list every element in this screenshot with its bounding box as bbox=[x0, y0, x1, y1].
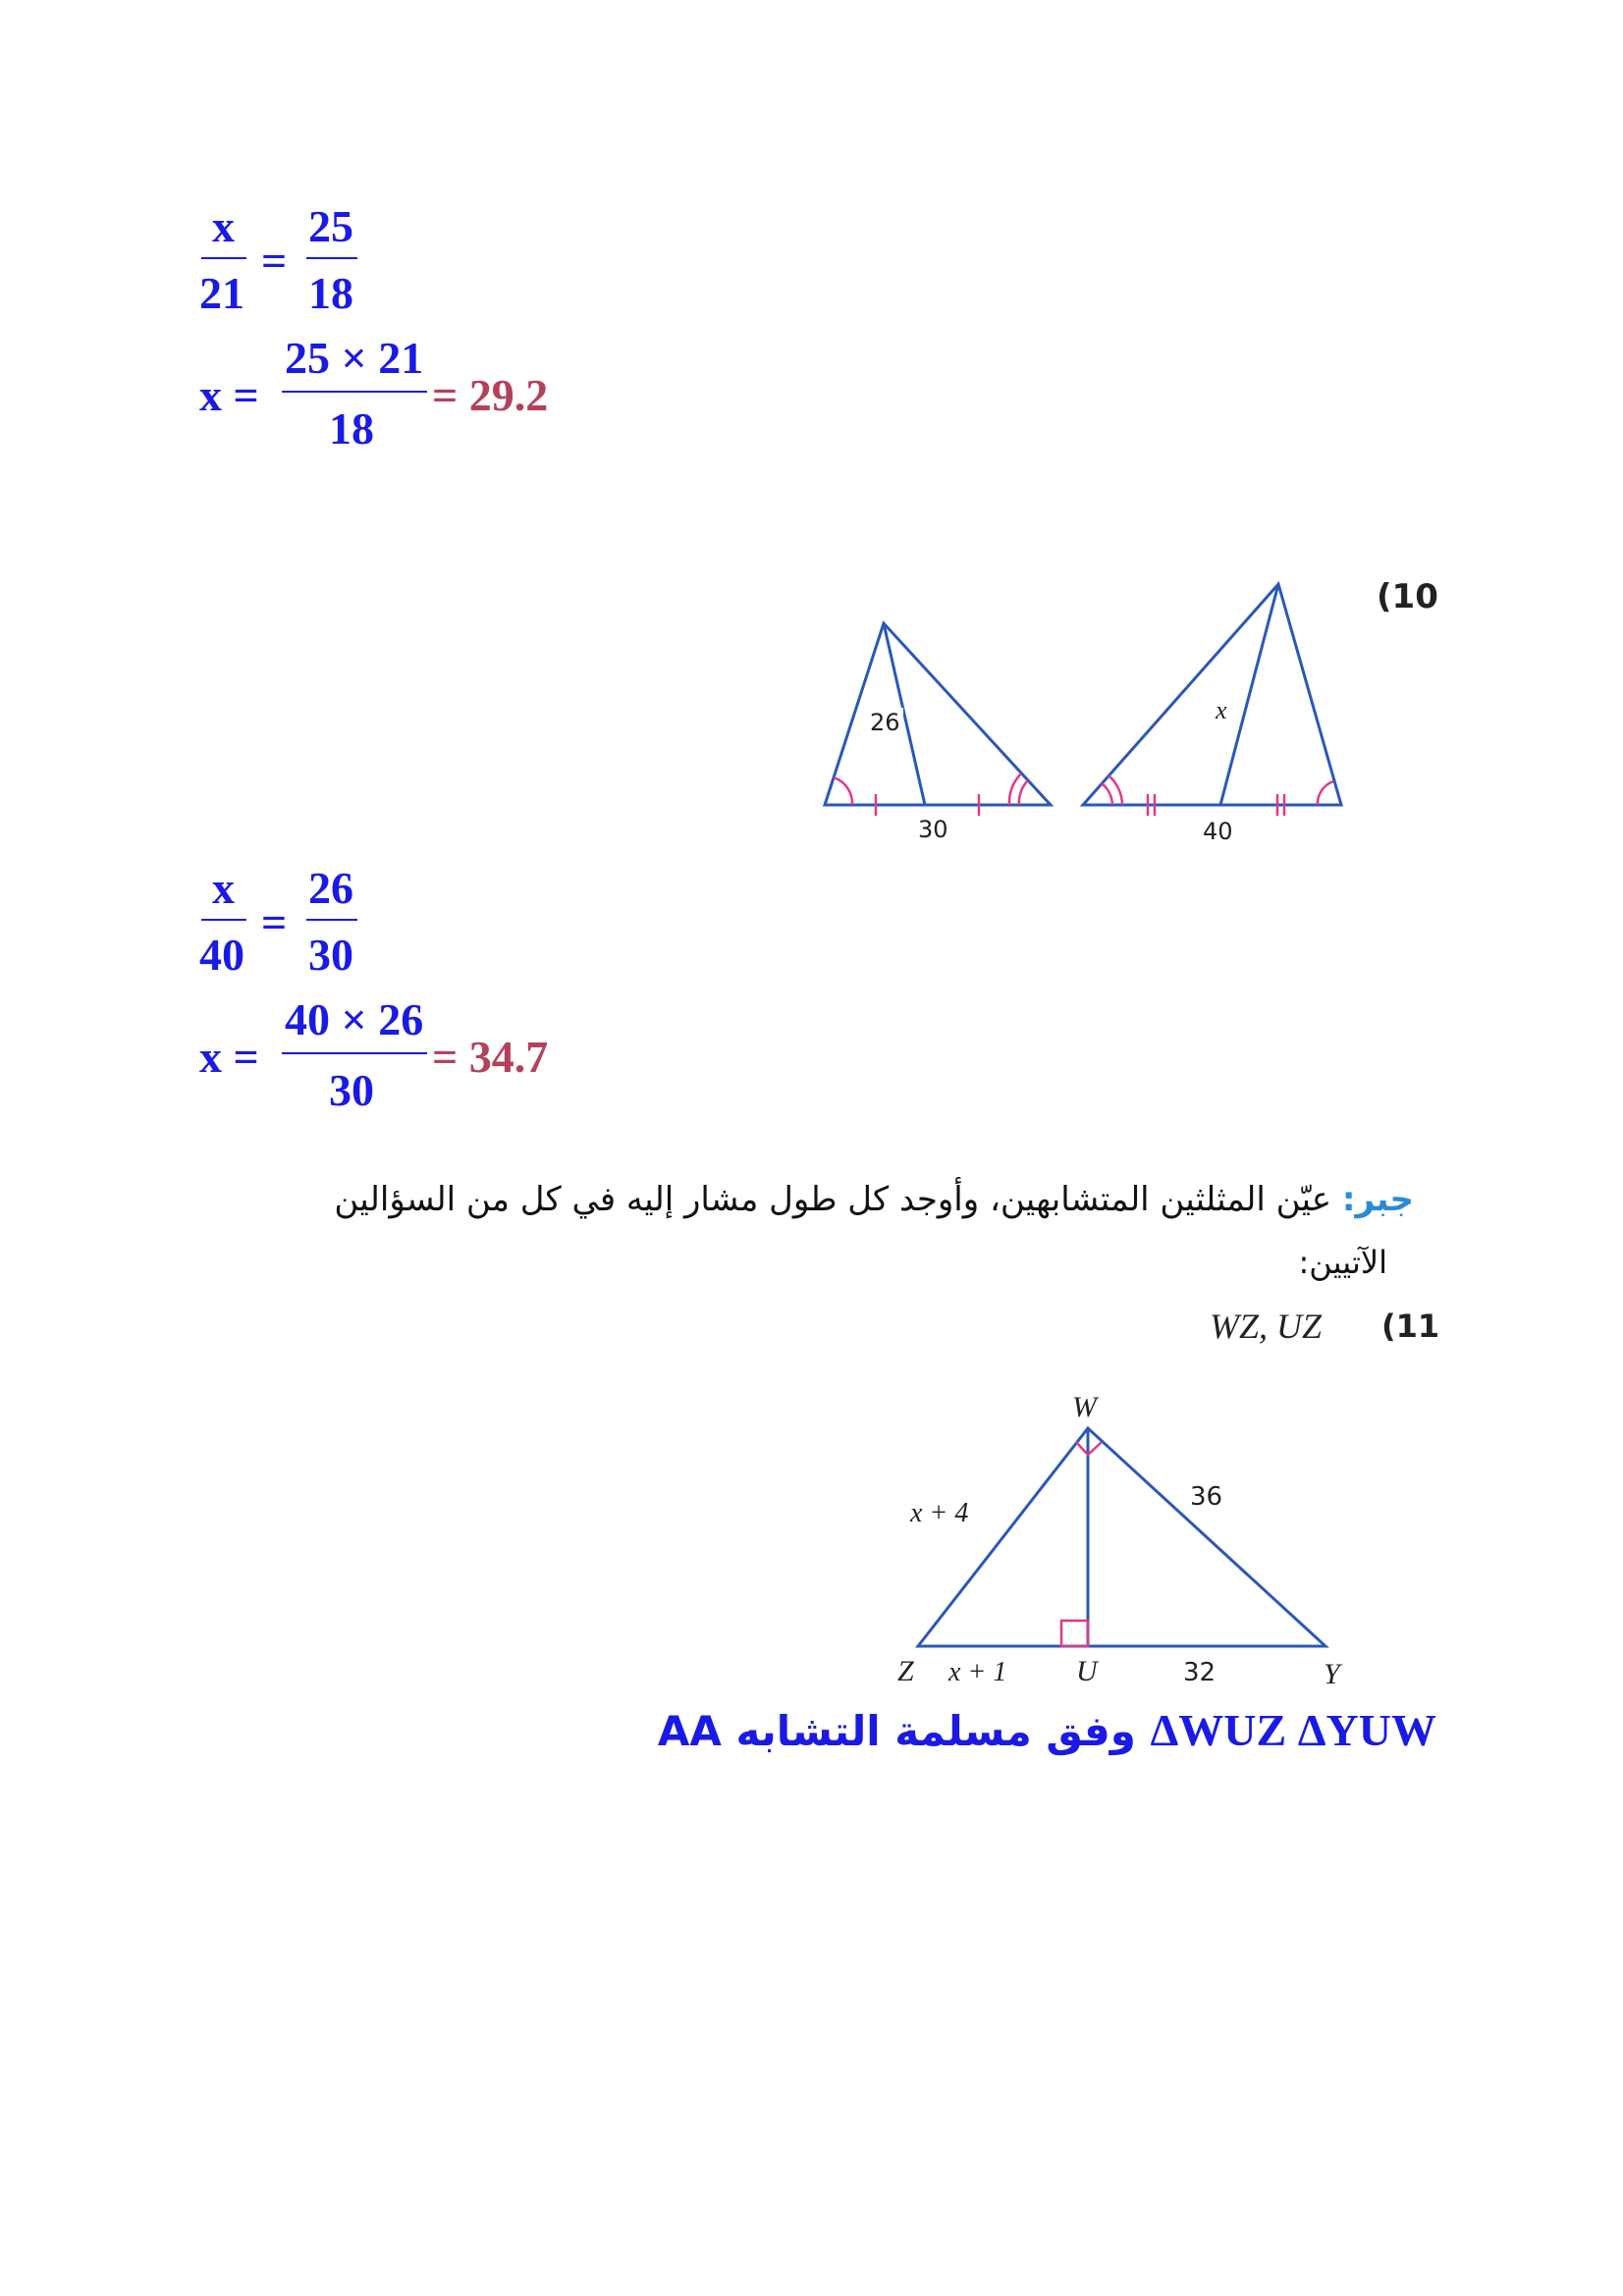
problem-11-number: (11 bbox=[1381, 1308, 1440, 1345]
problem-11-diagram bbox=[884, 1379, 1375, 1713]
small-angle-mark-right-1 bbox=[1019, 780, 1028, 805]
eq1-solution-denominator: 18 bbox=[329, 403, 374, 454]
eq1-frac-denominator: 21 bbox=[199, 268, 244, 318]
vertex-z-label: Z bbox=[897, 1655, 914, 1687]
answer-similarity: ΔWUZ ΔYUW bbox=[1150, 1705, 1436, 1755]
eq1-solution-numerator: 25 × 21 bbox=[285, 333, 424, 383]
eq2-solution-bar bbox=[282, 1052, 427, 1054]
eq2-result: = 34.7 bbox=[432, 1032, 549, 1082]
large-angle-mark-right bbox=[1318, 781, 1333, 805]
vertex-y-label: Y bbox=[1324, 1658, 1340, 1690]
eq1-rhs-denominator: 18 bbox=[308, 268, 353, 318]
eq2-frac-denominator: 40 bbox=[199, 930, 244, 980]
eq2-solution-denominator: 30 bbox=[329, 1065, 374, 1115]
side-zu-label: x + 1 bbox=[948, 1657, 1007, 1687]
eq1-rhs-numerator: 25 bbox=[308, 201, 353, 251]
answer-postulate: وفق مسلمة التشابه AA bbox=[657, 1707, 1136, 1755]
side-wy-label: 36 bbox=[1190, 1482, 1223, 1512]
instruction-block bbox=[196, 1168, 1414, 1231]
eq1-fraction-bar bbox=[201, 257, 246, 259]
problem-10-diagram bbox=[805, 574, 1355, 859]
instruction-text-line2: الآتيين: bbox=[1298, 1244, 1387, 1281]
eq1-frac-numerator: x bbox=[212, 201, 235, 251]
large-median-label: x bbox=[1216, 696, 1227, 724]
eq2-frac-numerator: x bbox=[212, 863, 235, 913]
eq2-rhs-denominator: 30 bbox=[308, 930, 353, 980]
vertex-w-label: W bbox=[1072, 1391, 1097, 1423]
large-triangle-outline bbox=[1083, 584, 1341, 805]
eq1-rhs-bar bbox=[306, 257, 357, 259]
instruction-label: جبر: bbox=[1341, 1180, 1414, 1219]
small-angle-mark-left bbox=[834, 777, 852, 805]
triangle-wzy-outline bbox=[918, 1428, 1325, 1646]
side-uy-label: 32 bbox=[1183, 1658, 1217, 1687]
small-triangle bbox=[825, 623, 1051, 843]
problem-10-number: (10 bbox=[1377, 577, 1438, 616]
eq1-x-label: x = bbox=[199, 370, 259, 420]
eq2-fraction-bar bbox=[201, 919, 246, 921]
large-triangle bbox=[1083, 584, 1341, 845]
large-angle-mark-left-1 bbox=[1102, 783, 1112, 805]
eq2-rhs-bar bbox=[306, 919, 357, 921]
vertex-u-label: U bbox=[1076, 1655, 1098, 1687]
side-wz-label: x + 4 bbox=[910, 1498, 969, 1528]
instruction-text: عيّن المثلثين المتشابهين، وأوجد كل طول مشار إليه في كل من السؤالين bbox=[334, 1180, 1332, 1219]
eq2-rhs-numerator: 26 bbox=[308, 863, 353, 913]
small-base-label: 30 bbox=[918, 816, 948, 843]
eq1-equals: = bbox=[261, 236, 288, 286]
large-base-label: 40 bbox=[1203, 818, 1233, 845]
eq2-equals: = bbox=[261, 897, 288, 947]
large-angle-mark-left-2 bbox=[1109, 775, 1122, 805]
answer-line bbox=[658, 1704, 1436, 1756]
right-angle-mark-u bbox=[1061, 1621, 1088, 1646]
eq1-result: = 29.2 bbox=[432, 370, 549, 420]
eq2-x-label: x = bbox=[199, 1032, 259, 1082]
eq1-solution-bar bbox=[282, 391, 427, 393]
eq2-solution-numerator: 40 × 26 bbox=[285, 994, 424, 1044]
problem-11-question: WZ, UZ bbox=[1210, 1307, 1323, 1346]
small-median-label: 26 bbox=[870, 709, 900, 736]
